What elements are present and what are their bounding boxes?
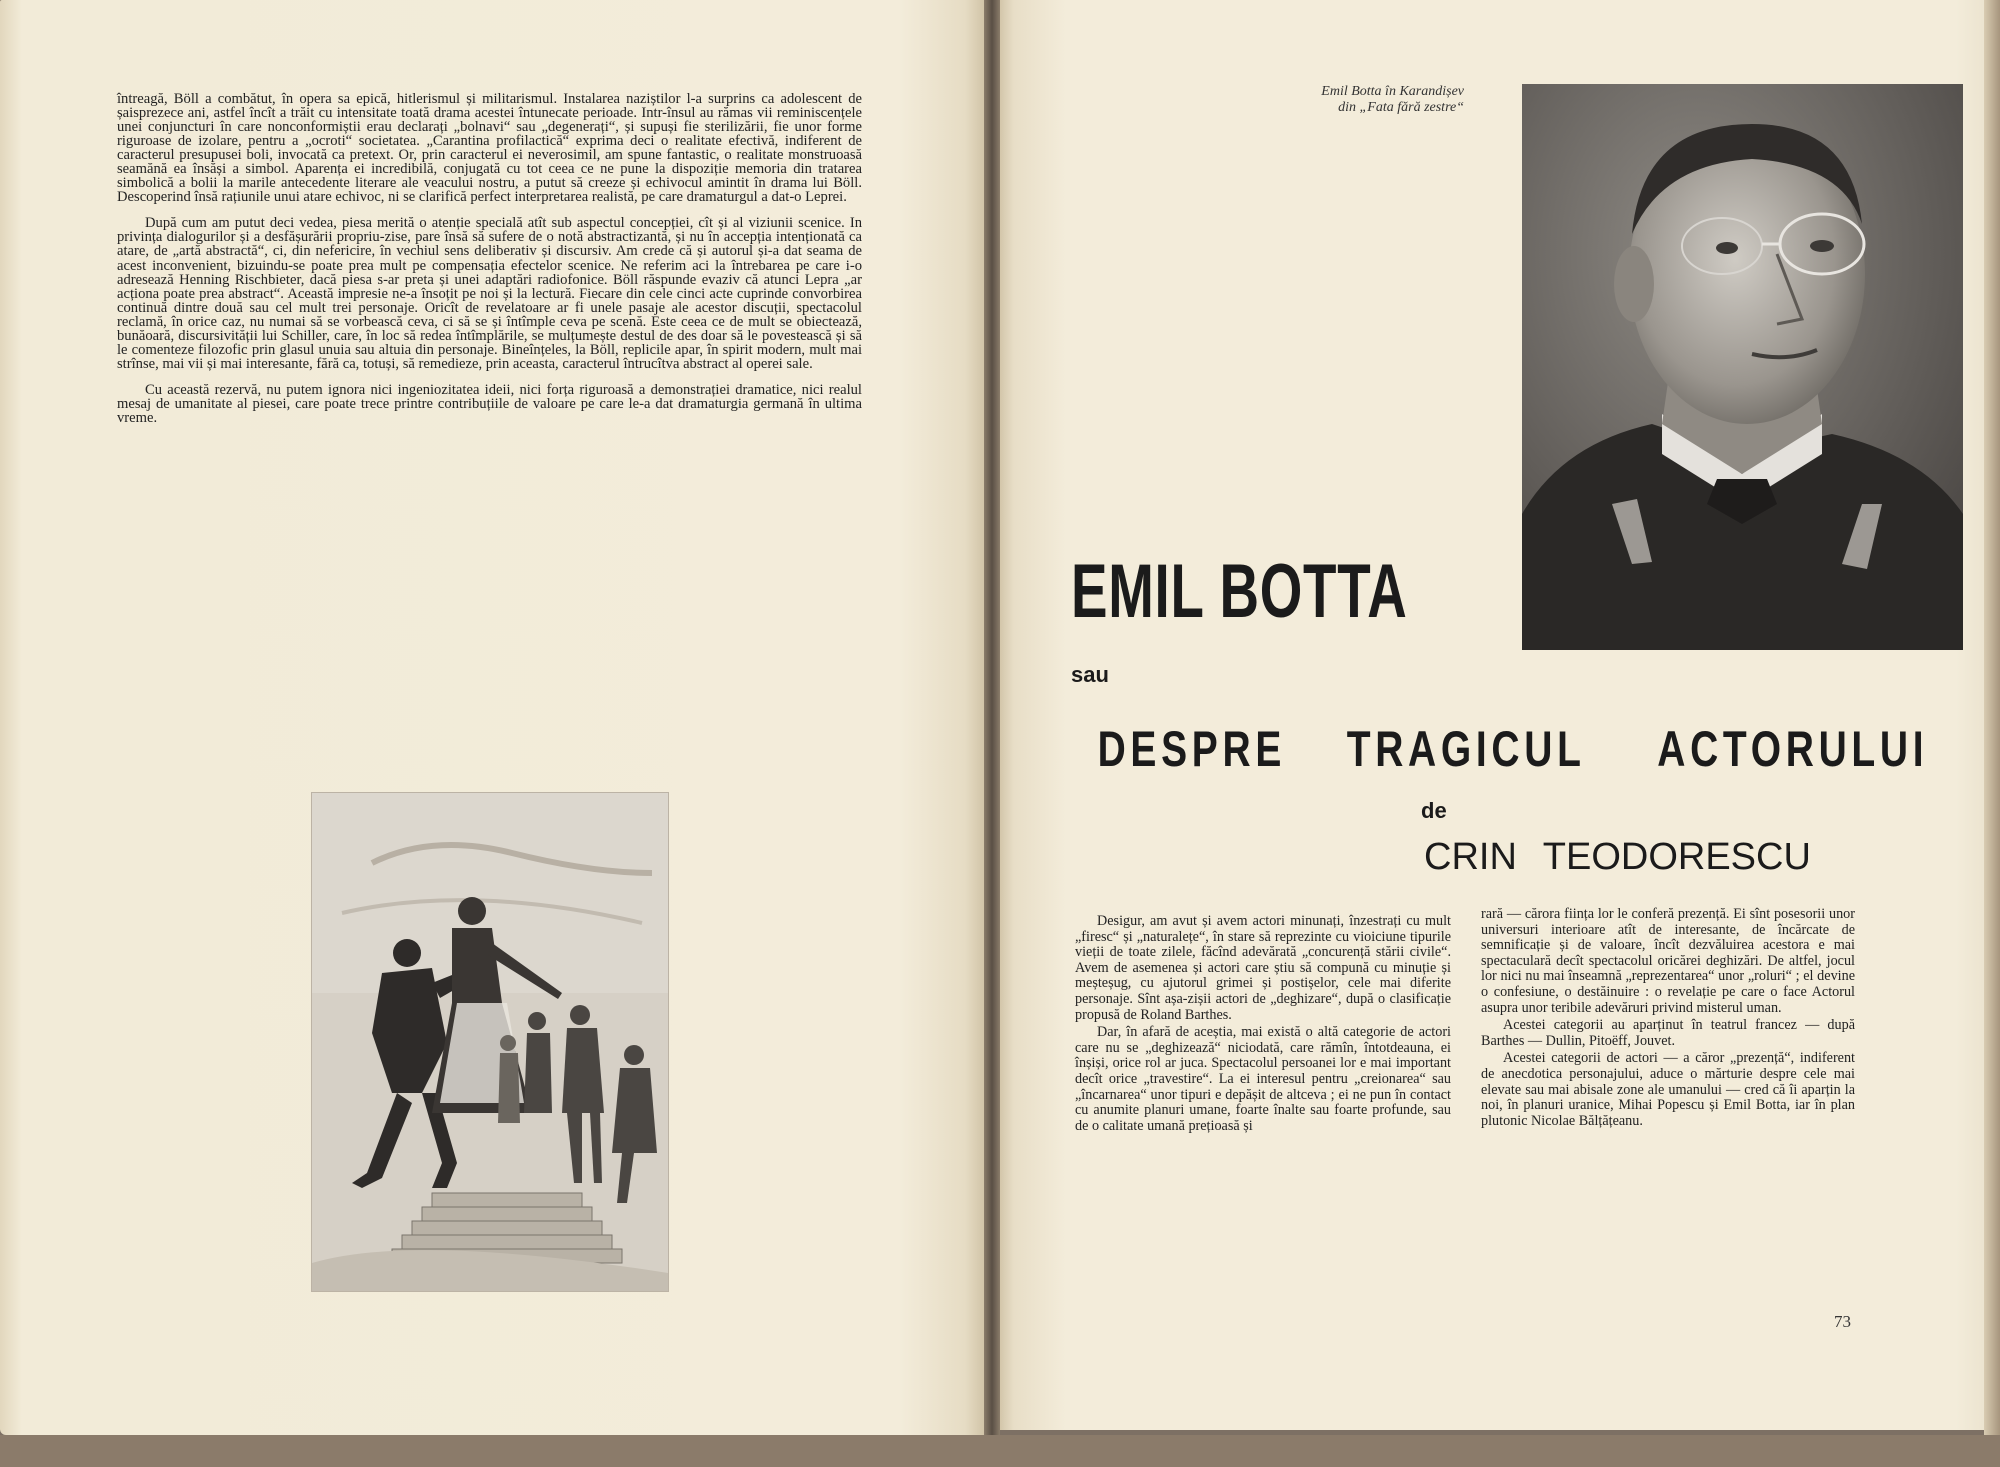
- left-page: [0, 0, 988, 1435]
- title-connector: sau: [1071, 662, 1109, 687]
- book-cover-edge: [0, 1435, 2000, 1467]
- photo-caption: [1228, 84, 1464, 116]
- column-paragraph: Acestei categorii au aparținut în teatrul francez — după Barthes — Dullin, Pitoëff, Jouvet.: [1481, 1017, 1855, 1049]
- caption-line: din „Fata fără zestre“: [1338, 100, 1464, 115]
- subtitle-word: DESPRE: [1097, 721, 1287, 777]
- article-column-1: [1075, 914, 1451, 1136]
- column-paragraph: Acestei categorii de actori — a căror „prezență“, indiferent de anecdotica personajului, aduce o mărturie despre cele mai elevate sau mai abisale zone ale umanului — cred că îi aparțin la noi, în planuri uranice, Mihai Popescu și Emil Botta, iar în plan plutonic Nicolae Bălțățeanu.: [1481, 1050, 1855, 1129]
- article-author: CRIN TEODORESCU: [1424, 836, 1811, 878]
- page-edge: [1984, 0, 2000, 1467]
- caption-line: Emil Botta în Karandișev: [1321, 84, 1464, 99]
- byline-prefix: de: [1421, 798, 1447, 823]
- article-title: EMIL BOTTA: [1071, 549, 1408, 634]
- book-gutter: [984, 0, 1000, 1467]
- column-paragraph: Dar, în afară de aceștia, mai există o altă categorie de actori care nu se „deghizează“ niciodată, care rămîn, întotdeauna, ei înșiși, orice rol ar juca. Spectacolul persoanei lor e mai important decît orice „travestire“. La ei interesul pentru „creionarea“ sau „încarnarea“ unor tipuri e depășit de altceva ; ei ne pun în contact cu anumite planuri umane, foarte înalte sau foarte profunde, sau de o calitate umană prețioasă și: [1075, 1024, 1451, 1134]
- article-subtitle: [1071, 720, 1929, 778]
- article-column-2: [1481, 907, 1855, 1131]
- page-number: 73: [1834, 1312, 1851, 1331]
- stage-scene-illustration: [311, 792, 669, 1292]
- illustration-drawing: [312, 793, 668, 1291]
- left-page-article-text: [117, 92, 862, 437]
- column-paragraph: Desigur, am avut și avem actori minunați, înzestrați cu mult „firesc“ și „naturalețe“, în stare să reprezinte cu vioiciune tipurile vieții de toate zilele, făcînd adevărată „concurență stării civile“. Avem de asemenea și actori care știu să compună cu minuție și meșteșug, cu ajutorul grimei și postișelor, cele mai diferite personaje. Sînt așa-zișii actori de „deghizare“, după o clasificație propusă de Roland Barthes.: [1075, 913, 1451, 1023]
- subtitle-word: ACTORULUI: [1657, 721, 1929, 777]
- portrait-drawing: [1522, 84, 1963, 650]
- column-paragraph: rară — cărora ființa lor le conferă prezență. Ei sînt posesorii unor universuri interioare atît de interesante, de încărcate de semnificație și de valoare, încît dezvăluirea acestora e mai spectaculară decît spectacolul oricărei deghizări. De altfel, jocul lor nici nu mai înseamnă „reprezentarea“ unor „roluri“ ; el devine o confesiune, o destăinuire : o revelație pe care o face Actorul asupra unor teribile adevăruri privind misterul uman.: [1481, 906, 1855, 1016]
- left-paragraph: Cu această rezervă, nu putem ignora nici ingeniozitatea ideii, nici forța riguroasă a demonstrației dramatice, nici realul mesaj de umanitate al piesei, care poate trece printre contribuțiile de valoare pe care le-a dat dramaturgia germană în ultima vreme.: [117, 381, 862, 426]
- portrait-photo: [1522, 84, 1963, 650]
- subtitle-word: TRAGICUL: [1346, 721, 1586, 777]
- left-paragraph: întreagă, Böll a combătut, în opera sa epică, hitlerismul și militarismul. Instalarea naziștilor l-a surprins ca adolescent de șaisprezece ani, astfel încît a trăit cu intensitate toată drama acestei întunecate perioade. Intr-însul au rămas vii reminiscențele unei conjuncturi în care nonconformiștii erau declarați „bolnavi“ sau „degenerați“, și supuși fie sterilizării, fie unor forme riguroase de izolare, pentru a „ocroti“ societatea. „Carantina profilactică“ exprima deci o realitate efectivă, indiferent de caracterul presupusei boli, invocată ca pretext. Or, prin caracterul ei neverosimil, am spune fantastic, o realitate monstruoasă seamănă ea însăși a simbol. Aparența ei incredibilă, conjugată cu tot ceea ce ne pune la dispoziție memoria din tratarea simbolică a bolii la marile antecedente literare ale veacului nostru, a putut să creeze și echivocul amintit în drama lui Böll. Descoperind însă rațiunile unui atare echivoc, ni se clarifică perfect interpretarea realistă, pe care dramaturgul a dat-o Leprei.: [117, 91, 862, 206]
- left-paragraph: După cum am putut deci vedea, piesa merită o atenție specială atît sub aspectul concepției, cît și al viziunii scenice. In privința dialogurilor și a desfășurării propriu-zise, pare însă să sufere de o notă abstractizantă, și nu în accepția intenționată ca atare, de „artă abstractă“, ci, din nefericire, în vechiul sens deliberativ și discursiv. Am crede că și autorul și-a dat seama de acest inconvenient, bizuindu-se poate prea mult pe compensația efectelor scenice. Ne referim aci la întrebarea pe care i-o adresează Henning Rischbieter, dacă piesa s-ar preta și unei adaptări radiofonice. Böll răspunde evaziv că atunci Lepra „ar acționa poate prea abstract“. Această impresie ne-a însoțit pe noi și la lectură. Fiecare din cele cinci acte cuprinde convorbirea continuă dintre două sau cel mult trei personaje. Oricît de revelatoare ar fi unele pasaje ale acestor discuții, spectacolul reclamă, în orice caz, nu numai să se vorbească ceva, ci să se și întîmple ceva pe scenă. Este ceea ce de mult se obiectează, bunăoară, discursivității lui Schiller, care, în loc să redea întîmplările, se mulțumește destul de des doar să le povestească și să le comenteze filozofic prin glasul unuia sau altuia din personaje. Bineînțeles, la Böll, replicile apar, în spirit modern, mult mai strînse, mai vii și mai interesante, fără ca, totuși, să remedieze, prin aceasta, caracterul întrucîtva abstract al operei sale.: [117, 215, 862, 372]
